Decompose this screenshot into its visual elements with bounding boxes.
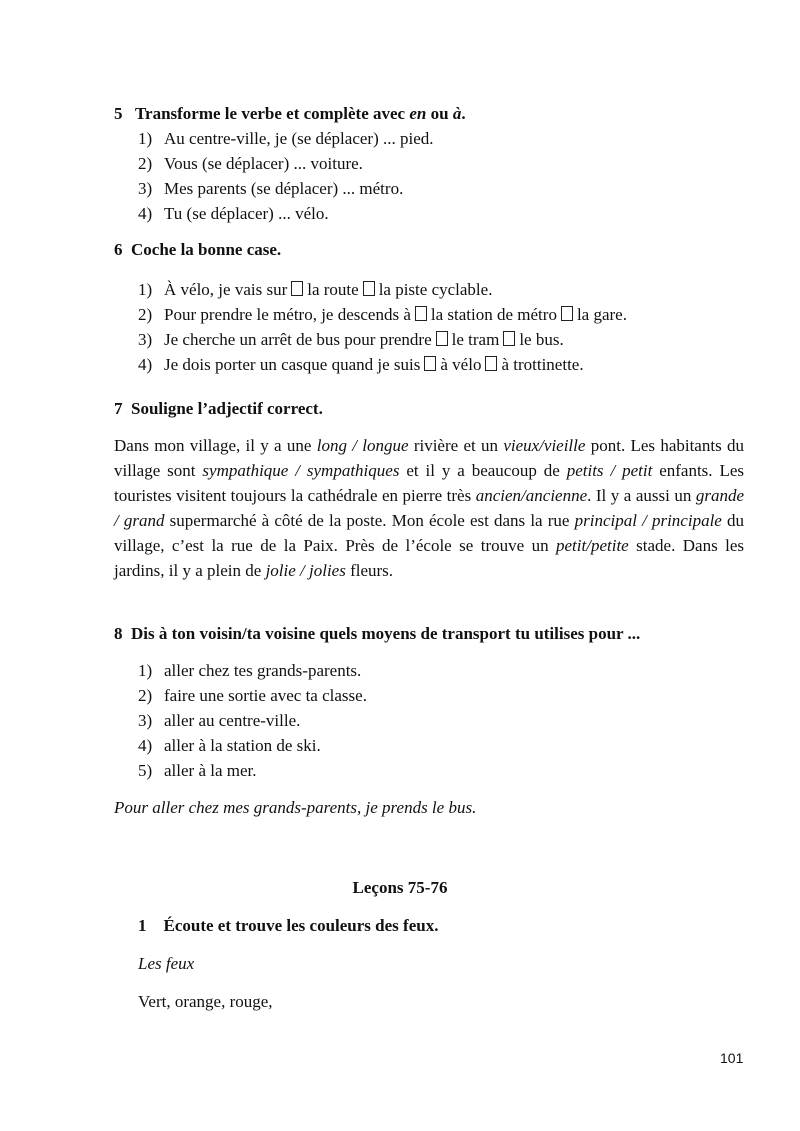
adjective-choice[interactable]: ancien/ancienne [475,486,588,505]
exercise-6-list [114,277,744,377]
adjective-choice[interactable]: grande / grand [114,486,744,530]
adjective-choice[interactable]: petits / petit [566,461,653,480]
adjective-choice[interactable]: vieux/vieille [503,436,586,455]
exercise-7 [114,396,744,583]
exercise-7-paragraph: Dans mon village, il y a une long / longue rivière et un vieux/vieille pont. Les habitants du village sont sympathique / sympathiques et il y a beaucoup de petits / petit enfants. Les touristes visitent toujours la cathédrale en pierre très ancien/ancienne. Il y a aussi un grande / grand supermarché à côté de la poste. Mon école est dans la rue principal / principale du village, c’est la rue de la Paix. Près de l’école se trouve un petit/petite stade. Dans les jardins, il y a plein de jolie / jolies fleurs. [114,436,744,580]
list-item: 1) À vélo, je vais sur la route la piste cyclable. [138,280,493,299]
exercise-7-title: 7 Souligne l’adjectif correct. [114,399,323,418]
checkbox[interactable] [561,306,573,321]
checkbox[interactable] [291,281,303,296]
checkbox[interactable] [424,356,436,371]
list-item: 2) Pour prendre le métro, je descends à la station de métro la gare. [138,305,627,324]
list-item: 2) faire une sortie avec ta classe. [138,686,367,705]
song-title: Les feux [138,954,195,973]
adjective-choice[interactable]: long / longue [316,436,409,455]
lesson-exercise-1-title: 1 Écoute et trouve les couleurs des feux. [138,916,439,935]
exercise-6-title: 6 Coche la bonne case. [114,240,282,259]
list-item: 3) Je cherche un arrêt de bus pour prendre le tram le bus. [138,330,564,349]
example-sentence: Pour aller chez mes grands-parents, je prends le bus. [114,798,477,817]
page-number: 101 [720,1050,744,1066]
checkbox[interactable] [415,306,427,321]
lesson-exercise-1 [138,913,768,1014]
list-item: 3) Mes parents (se déplacer) ... métro. [138,179,404,198]
lesson-title: Leçons 75-76 [352,878,448,897]
exercise-8 [114,621,744,820]
adjective-choice[interactable]: sympathique / sympathiques [202,461,400,480]
list-item: 3) aller au centre-ville. [138,711,301,730]
exercise-5-title: 5 Transforme le verbe et complète avec en ou à. [114,104,466,123]
list-item: 4) Tu (se déplacer) ... vélo. [138,204,329,223]
list-item: 2) Vous (se déplacer) ... voiture. [138,154,363,173]
checkbox[interactable] [436,331,448,346]
list-item: 5) aller à la mer. [138,761,257,780]
adjective-choice[interactable]: jolie / jolies [265,561,346,580]
exercise-8-list [114,658,744,783]
adjective-choice[interactable]: principal / principale [574,511,722,530]
adjective-choice[interactable]: petit/petite [556,536,629,555]
list-item: 4) aller à la station de ski. [138,736,321,755]
list-item: 1) Au centre-ville, je (se déplacer) ... pied. [138,129,434,148]
checkbox[interactable] [485,356,497,371]
exercise-5-list [114,126,744,226]
checkbox[interactable] [503,331,515,346]
exercise-5 [114,101,744,226]
exercise-8-title: 8 Dis à ton voisin/ta voisine quels moyens de transport tu utilises pour ... [114,624,641,643]
exercise-6 [114,237,744,377]
list-item: 4) Je dois porter un casque quand je suis à vélo à trottinette. [138,355,584,374]
list-item: 1) aller chez tes grands-parents. [138,661,362,680]
song-line: Vert, orange, rouge, [138,992,273,1011]
checkbox[interactable] [363,281,375,296]
